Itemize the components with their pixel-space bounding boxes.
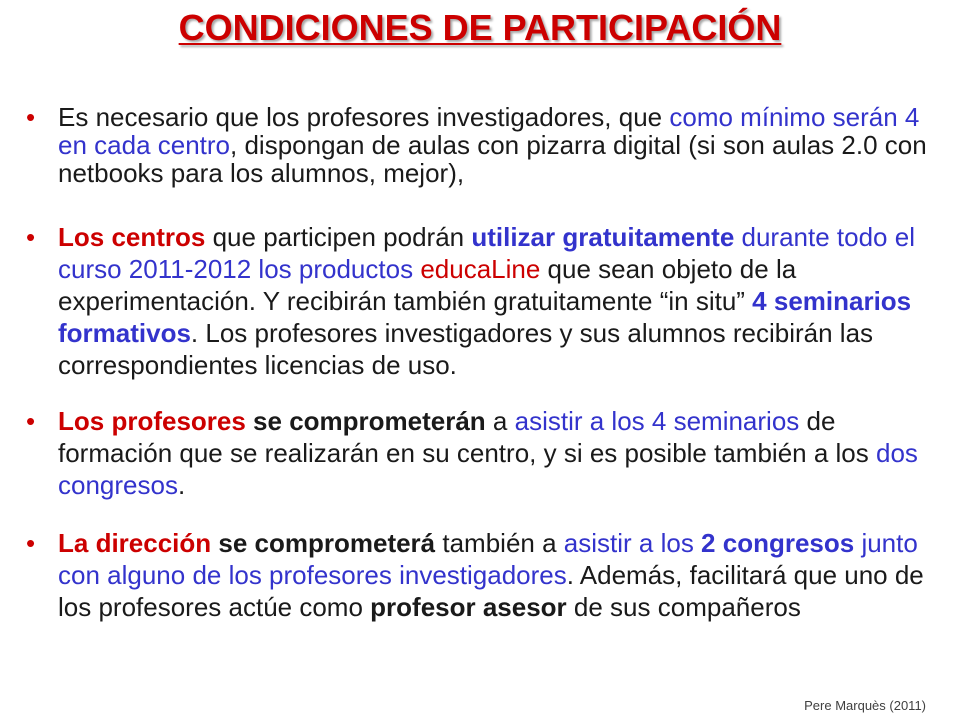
- blue-highlight-text: asistir a los: [563, 528, 702, 558]
- blue-highlight-text: junto con alguno de los profesores investigadores: [58, 528, 918, 590]
- bullet-marker: •: [26, 222, 36, 252]
- blue-highlight-text: utilizar gratuitamente: [471, 222, 735, 252]
- blue-highlight-text: dos congresos: [58, 438, 918, 500]
- blue-highlight-text: 4 seminarios formativos: [58, 286, 912, 348]
- bullet-text: Es necesario que los profesores investigadores, que: [58, 102, 670, 132]
- slide-title: CONDICIONES DE PARTICIPACIÓN: [178, 7, 782, 48]
- bullet-paragraph: [58, 405, 942, 501]
- bullet-text: de formación que se realizarán en su centro, y si es posible también a los: [58, 406, 876, 468]
- bullet-text: también a: [435, 528, 564, 558]
- bullet-text: . Los profesores investigadores y sus alumnos recibirán las correspondientes licencias de uso.: [58, 318, 874, 380]
- bullet-text: , dispongan de aulas con pizarra digital (si son aulas 2.0 con netbooks para los alumnos, mejor),: [58, 130, 927, 188]
- author-credit: Pere Marquès (2011): [804, 698, 926, 713]
- red-highlight-text: La dirección: [58, 528, 212, 558]
- blue-highlight-text: durante todo el curso 2011-2012 los productos: [58, 222, 915, 284]
- red-highlight-text: Los centros: [58, 222, 206, 252]
- bullet-text: de sus compañeros: [566, 592, 801, 622]
- bullet-marker: •: [26, 406, 36, 436]
- blue-highlight-text: 2 congresos: [701, 528, 855, 558]
- blue-highlight-text: como mínimo serán 4 en cada centro: [58, 102, 920, 160]
- bullet-text: que sean objeto de la experimentación. Y recibirán también gratuitamente “in situ”: [58, 254, 797, 316]
- bullet-text: . Además, facilitará que uno de los profesores actúe como: [58, 560, 924, 622]
- red-highlight-text: Los profesores: [58, 406, 246, 436]
- bullet-paragraph: [58, 221, 942, 381]
- bullet-paragraph: [58, 103, 942, 187]
- bullet-text: a: [485, 406, 515, 436]
- blue-highlight-text: asistir a los 4 seminarios: [514, 406, 800, 436]
- red-highlight-text: educaLine: [420, 254, 541, 284]
- bullet-marker: •: [26, 528, 36, 558]
- bullet-marker: •: [26, 102, 36, 132]
- bullet-text: que participen podrán: [205, 222, 472, 252]
- bold-text: profesor asesor: [370, 592, 567, 622]
- bullet-text: .: [177, 470, 186, 500]
- bullet-paragraph: [58, 527, 942, 623]
- bold-text: se comprometerán: [245, 406, 486, 436]
- bold-text: se comprometerá: [211, 528, 436, 558]
